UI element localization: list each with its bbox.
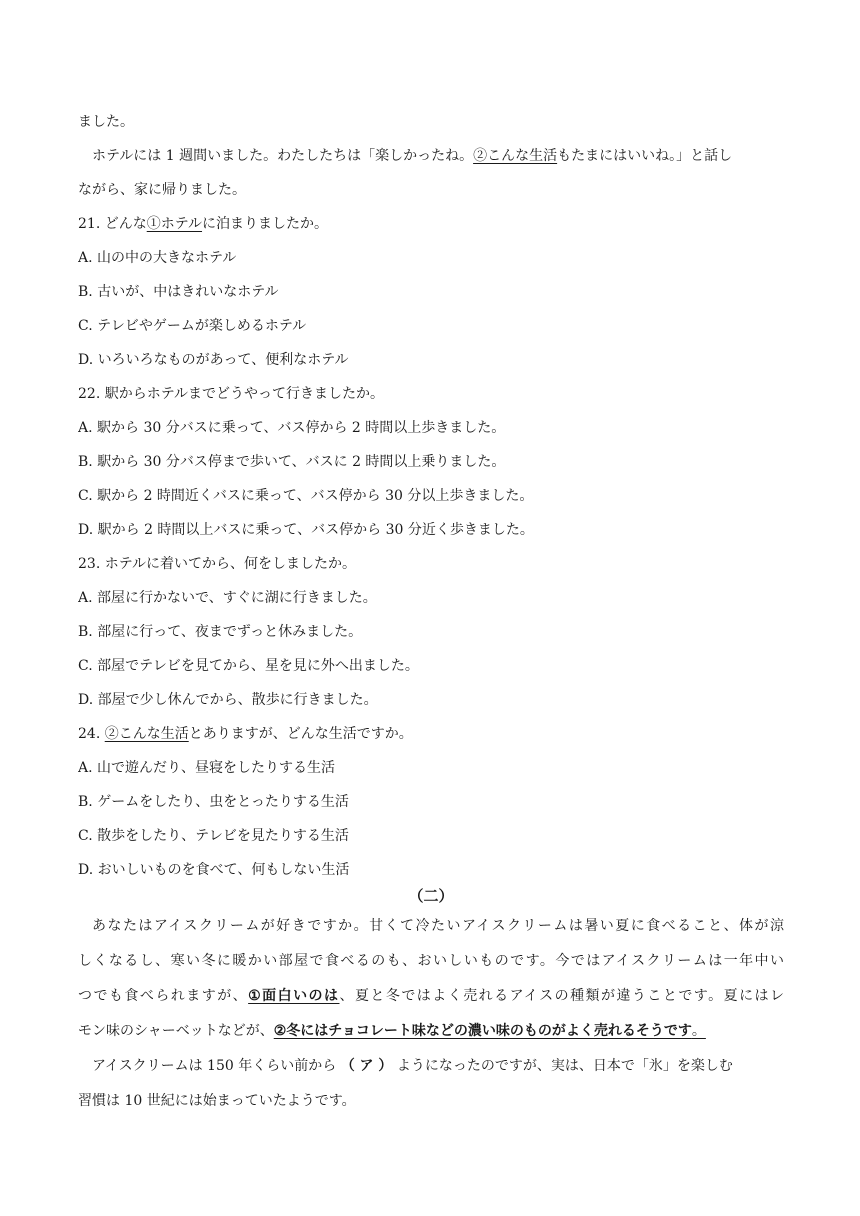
text: ようになったのですが、実は、日本で「氷」を楽しむ bbox=[396, 1058, 733, 1074]
answer-option: D. 部屋で少し休んでから、散歩に行きました。 bbox=[78, 692, 378, 708]
question-stem bbox=[78, 724, 784, 744]
answer-option: B. 駅から 30 分バス停まで歩いて、バスに 2 時間以上乗りました。 bbox=[78, 454, 506, 470]
passage2-line bbox=[78, 1021, 784, 1041]
question-stem: 23. ホテルに着いてから、何をしましたか。 bbox=[78, 556, 357, 572]
bold-underlined-phrase: ①面白いのは bbox=[248, 988, 340, 1004]
answer-option: D. 駅から 2 時間以上バスに乗って、バス停から 30 分近く歩きました。 bbox=[78, 522, 534, 538]
text: とありますが、どんな生活ですか。 bbox=[188, 726, 413, 742]
passage2-line: 習慣は 10 世紀には始まっていたようです。 bbox=[78, 1093, 356, 1109]
bold-underlined-phrase: ②冬にはチョコレート味などの濃い味のものがよく売れるそうです bbox=[273, 1023, 692, 1039]
text: ホテルには 1 週間いました。わたしたちは「楽しかったね。 bbox=[92, 148, 474, 164]
question-stem: 22. 駅からホテルまでどうやって行きましたか。 bbox=[78, 386, 385, 402]
answer-option: C. テレビやゲームが楽しめるホテル bbox=[78, 318, 307, 334]
underlined-phrase: ①ホテル bbox=[146, 216, 203, 232]
text: 24. bbox=[78, 726, 105, 742]
passage1-line bbox=[78, 112, 784, 132]
passage2-line: あなたはアイスクリームが好きですか。甘くて冷たいアイスクリームは暑い夏に食べること、体が涼 bbox=[92, 918, 784, 934]
text: ながら、家に帰りました。 bbox=[78, 182, 246, 198]
text: 、夏と冬ではよく売れるアイスの種類が違うことです。夏にはレ bbox=[339, 988, 784, 1004]
passage1-line bbox=[78, 180, 784, 200]
section-title: （二） bbox=[408, 887, 454, 905]
text: ました。 bbox=[78, 114, 134, 130]
answer-option: A. 駅から 30 分バスに乗って、バス停から 2 時間以上歩きました。 bbox=[78, 420, 506, 436]
passage2-line bbox=[78, 986, 784, 1006]
answer-option: B. 部屋に行って、夜までずっと休みました。 bbox=[78, 624, 363, 640]
text: モン味のシャーベットなどが、 bbox=[78, 1023, 274, 1039]
text: 21. どんな bbox=[78, 216, 147, 232]
answer-option: D. おいしいものを食べて、何もしない生活 bbox=[78, 862, 350, 878]
answer-option: B. 古いが、中はきれいなホテル bbox=[78, 284, 279, 300]
passage2-line bbox=[92, 1056, 784, 1076]
blank-marker: （ ア ） bbox=[340, 1058, 393, 1074]
answer-option: C. 駅から 2 時間近くバスに乗って、バス停から 30 分以上歩きました。 bbox=[78, 488, 534, 504]
answer-option: C. 部屋でテレビを見てから、星を見に外へ出ました。 bbox=[78, 658, 419, 674]
text: に泊まりましたか。 bbox=[202, 216, 329, 232]
answer-option: B. ゲームをしたり、虫をとったりする生活 bbox=[78, 794, 349, 810]
question-stem bbox=[78, 214, 784, 234]
answer-option: C. 散歩をしたり、テレビを見たりする生活 bbox=[78, 828, 349, 844]
answer-option: A. 山の中の大きなホテル bbox=[78, 250, 237, 266]
text: 。 bbox=[691, 1023, 706, 1039]
text: つでも食べられますが、 bbox=[78, 988, 249, 1004]
answer-option: A. 部屋に行かないで、すぐに湖に行きました。 bbox=[78, 590, 377, 606]
passage1-line bbox=[92, 146, 784, 166]
answer-option: D. いろいろなものがあって、便利なホテル bbox=[78, 352, 349, 368]
answer-option: A. 山で遊んだり、昼寝をしたりする生活 bbox=[78, 760, 336, 776]
passage2-line: しくなるし、寒い冬に暖かい部屋で食べるのも、おいしいものです。今ではアイスクリームは一年中い bbox=[78, 953, 784, 969]
text: アイスクリームは 150 年くらい前から bbox=[92, 1058, 337, 1074]
underlined-phrase: ②こんな生活 bbox=[473, 148, 558, 164]
text: もたまにはいいね。」と話し bbox=[557, 148, 733, 164]
underlined-phrase: ②こんな生活 bbox=[104, 726, 189, 742]
